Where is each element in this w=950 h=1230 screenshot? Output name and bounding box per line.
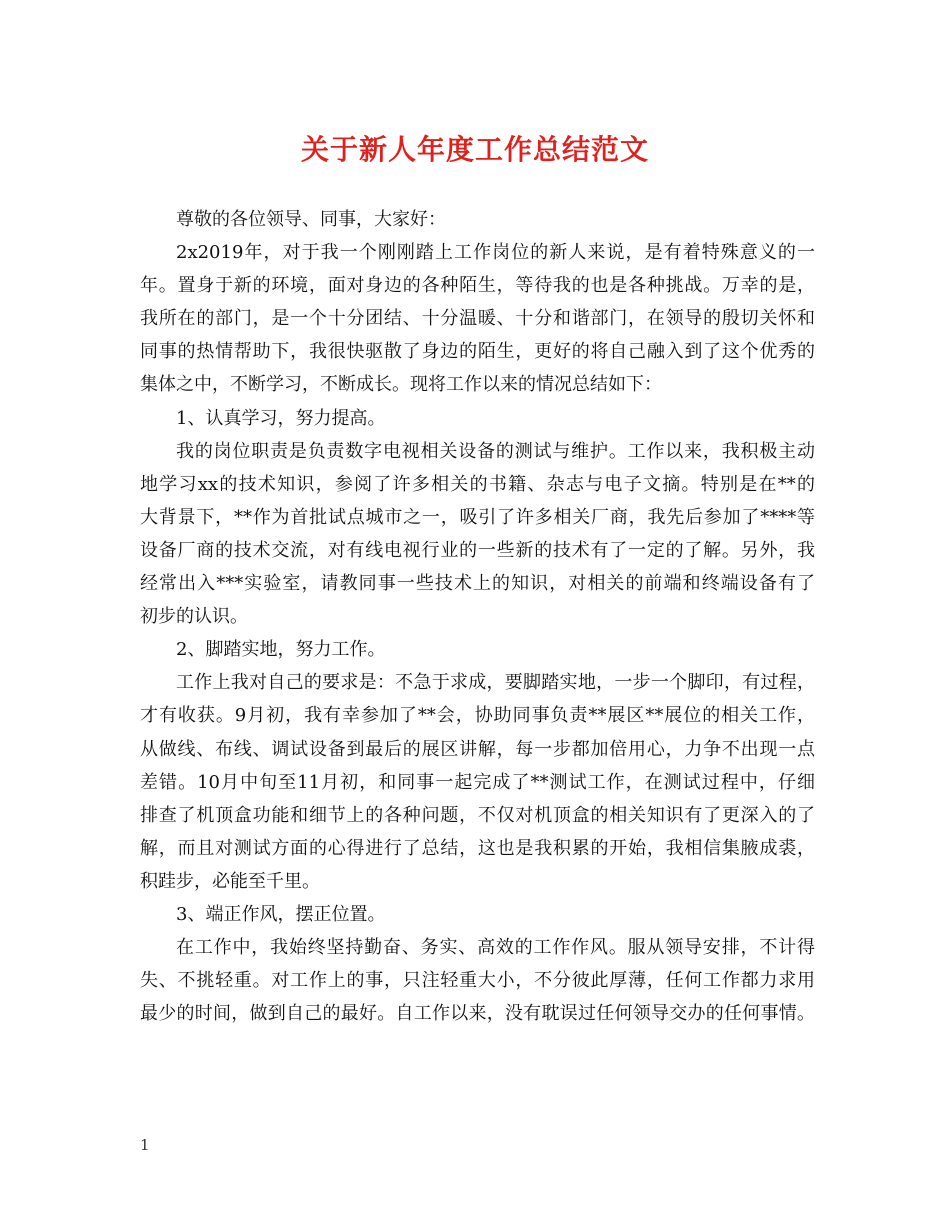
body-line: 地学习xx的技术知识，参阅了许多相关的书籍、杂志与电子文摘。特别是在**的 bbox=[140, 473, 815, 495]
body-line: 排查了机顶盒功能和细节上的各种问题，不仅对机顶盒的相关知识有了更深入的了 bbox=[140, 804, 815, 826]
body-line: 年。置身于新的环境，面对身边的各种陌生，等待我的也是各种挑战。万幸的是， bbox=[140, 275, 815, 297]
body-line: 集体之中，不断学习，不断成长。现将工作以来的情况总结如下： bbox=[140, 374, 662, 396]
body-line: 大背景下，**作为首批试点城市之一，吸引了许多相关厂商，我先后参加了****等 bbox=[140, 506, 815, 528]
body-line: 2、脚踏实地，努力工作。 bbox=[176, 639, 386, 661]
body-line: 解，而且对测试方面的心得进行了总结，这也是我积累的开始，我相信集腋成裘， bbox=[140, 837, 815, 859]
body-line: 我的岗位职责是负责数字电视相关设备的测试与维护。工作以来，我积极主动 bbox=[176, 440, 815, 462]
body-line: 在工作中，我始终坚持勤奋、务实、高效的工作作风。服从领导安排，不计得 bbox=[176, 937, 815, 959]
document-body bbox=[140, 203, 815, 1030]
page-number: 1 bbox=[140, 1136, 150, 1154]
body-line: 1、认真学习，努力提高。 bbox=[176, 407, 386, 429]
body-line: 我所在的部门，是一个十分团结、十分温暖、十分和谐部门，在领导的殷切关怀和 bbox=[140, 308, 815, 330]
body-line: 最少的时间，做到自己的最好。自工作以来，没有耽误过任何领导交办的任何事情。 bbox=[140, 1003, 815, 1025]
body-line: 经常出入***实验室，请教同事一些技术上的知识，对相关的前端和终端设备有了 bbox=[140, 573, 815, 595]
body-line: 设备厂商的技术交流，对有线电视行业的一些新的技术有了一定的了解。另外，我 bbox=[140, 539, 815, 561]
body-line: 失、不挑轻重。对工作上的事，只注轻重大小，不分彼此厚薄，任何工作都力求用 bbox=[140, 970, 815, 992]
body-line: 差错。10月中旬至11月初，和同事一起完成了**测试工作，在测试过程中，仔细 bbox=[140, 771, 815, 793]
body-line: 同事的热情帮助下，我很快驱散了身边的陌生，更好的将自己融入到了这个优秀的 bbox=[140, 341, 815, 363]
body-line: 初步的认识。 bbox=[140, 606, 248, 628]
body-line: 从做线、布线、调试设备到最后的展区讲解，每一步都加倍用心，力争不出现一点 bbox=[140, 738, 815, 760]
body-line: 3、端正作风，摆正位置。 bbox=[176, 903, 386, 925]
body-line: 积跬步，必能至千里。 bbox=[140, 870, 320, 892]
body-line: 2x2019年，对于我一个刚刚踏上工作岗位的新人来说，是有着特殊意义的一 bbox=[176, 242, 815, 264]
body-line: 尊敬的各位领导、同事，大家好： bbox=[176, 209, 446, 230]
document-title: 关于新人年度工作总结范文 bbox=[300, 133, 649, 166]
body-line: 工作上我对自己的要求是：不急于求成，要脚踏实地，一步一个脚印，有过程， bbox=[176, 672, 815, 694]
body-line: 才有收获。9月初，我有幸参加了**会，协助同事负责**展区**展位的相关工作， bbox=[140, 705, 815, 727]
